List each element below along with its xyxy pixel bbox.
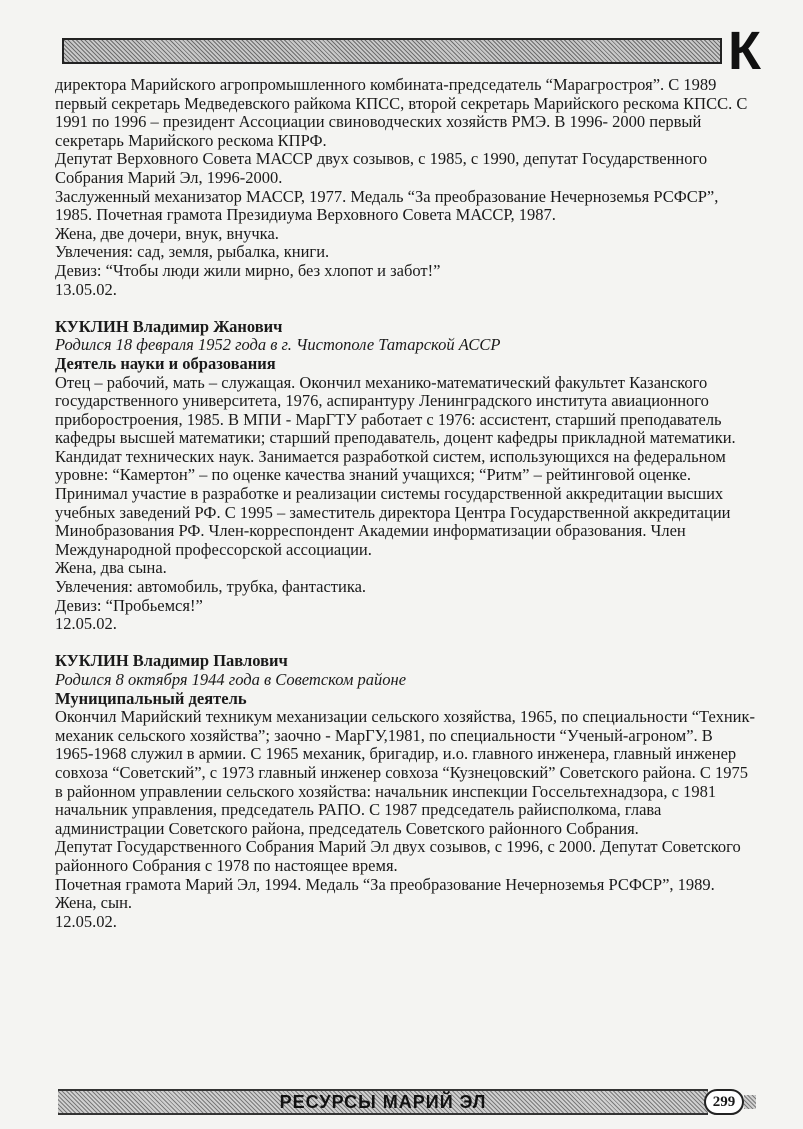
entry-date: 13.05.02. bbox=[55, 279, 117, 299]
entry-date: 12.05.02. bbox=[55, 614, 117, 634]
entry-continuation bbox=[55, 76, 755, 299]
paragraph: Депутат Верховного Совета МАССР двух созывов, с 1985, с 1990, депутат Государственного Собрания Марий Эл, 1996-2000. bbox=[55, 149, 708, 187]
birth-info: Родился 8 октября 1944 года в Советском районе bbox=[55, 670, 407, 689]
paragraph: Увлечения: сад, земля, рыбалка, книги. bbox=[55, 242, 330, 262]
paragraph: Окончил Марийский техникум механизации сельского хозяйства, 1965, по специальности “Техник-механик сельского хозяйства”; заочно - МарГУ,1981, по специальности “Ученый-агроном”. В 1965-1968 служил в армии. С 1965 механик, бригадир, и.о. главного инженера, главный инженер совхоза “Советский”, с 1973 главный инженер совхоза “Кузнецовский” Советского района. С 1975 в районном управлении сельского хозяйства: начальник инспекции Госсельтехнадзора, с 1981 начальник управления, председатель РАПО. С 1987 председатель райисполкома, глава администрации Советского района, председатель Советского районного Собрания. bbox=[55, 707, 756, 838]
paragraph: Жена, две дочери, внук, внучка. bbox=[55, 223, 279, 243]
paragraph: директора Марийского агропромышленного комбината-председатель “Марагростроя”. С 1989 первый секретарь Медведевского райкома КПСС, второй секретарь Марийского рескома КПСС. С 1991 по 1996 – президент Ассоциации свиноводческих хозяйств РМЭ. В 1996- 2000 первый секретарь Марийского рескома КПРФ. bbox=[55, 75, 748, 150]
footer-band-tail bbox=[744, 1095, 756, 1109]
entry-kuklin-vladimir-pavlovich bbox=[55, 652, 755, 931]
paragraph: Жена, сын. bbox=[55, 893, 133, 913]
paragraph: Заслуженный механизатор МАССР, 1977. Медаль “За преобразование Нечерноземья РСФСР”, 1985. Почетная грамота Президиума Верховного Совета МАССР, 1987. bbox=[55, 186, 719, 225]
person-role: Деятель науки и образования bbox=[55, 353, 276, 373]
paragraph: Девиз: “Чтобы люди жили мирно, без хлопот и забот!” bbox=[55, 260, 441, 280]
paragraph: Жена, два сына. bbox=[55, 558, 167, 578]
entry-date: 12.05.02. bbox=[55, 911, 117, 931]
footer-title: РЕСУРСЫ МАРИЙ ЭЛ bbox=[279, 1092, 487, 1112]
entry-kuklin-vladimir-zhanovich bbox=[55, 318, 755, 634]
paragraph: Почетная грамота Марий Эл, 1994. Медаль “За преобразование Нечерноземья РСФСР”, 1989. bbox=[55, 874, 715, 894]
article-body bbox=[55, 76, 755, 931]
header-decorative-band bbox=[62, 38, 722, 64]
page-number: 299 bbox=[704, 1089, 744, 1115]
person-name: КУКЛИН Владимир Жанович bbox=[55, 316, 283, 336]
paragraph: Депутат Государственного Собрания Марий Эл двух созывов, с 1996, с 2000. Депутат Советского районного Собрания с 1978 по настоящее время. bbox=[55, 837, 741, 875]
birth-info: Родился 18 февраля 1952 года в г. Чистополе Татарской АССР bbox=[55, 335, 501, 355]
paragraph: Отец – рабочий, мать – служащая. Окончил механико-математический факультет Казанского государственного университета, 1976, аспирантуру Ленинградского института авиационного приборостроения, 1985. В МПИ - МарГТУ работает с 1976: ассистент, старший преподаватель кафедры высшей математики; старший преподаватель, доцент кафедры прикладной математики. bbox=[55, 372, 736, 448]
person-name: КУКЛИН Владимир Павлович bbox=[55, 651, 288, 671]
paragraph: Девиз: “Пробьемся!” bbox=[55, 595, 203, 615]
paragraph: Увлечения: автомобиль, трубка, фантастика. bbox=[55, 577, 367, 597]
paragraph: Кандидат технических наук. Занимается разработкой систем, использующихся на федеральном уровне: “Камертон” – по оценке качества знаний учащихся; “Ритм” – рейтинговой оценке. Принимал участие в разработке и реализации системы государственной аккредитации высших учебных заведений РФ. С 1995 – заместитель директора Центра Государственной аккредитации Минобразования РФ. Член-корреспондент Академии информатизации образования. Член Международной профессорской ассоциации. bbox=[55, 446, 731, 559]
person-role: Муниципальный деятель bbox=[55, 688, 247, 708]
section-letter: К bbox=[728, 21, 761, 81]
